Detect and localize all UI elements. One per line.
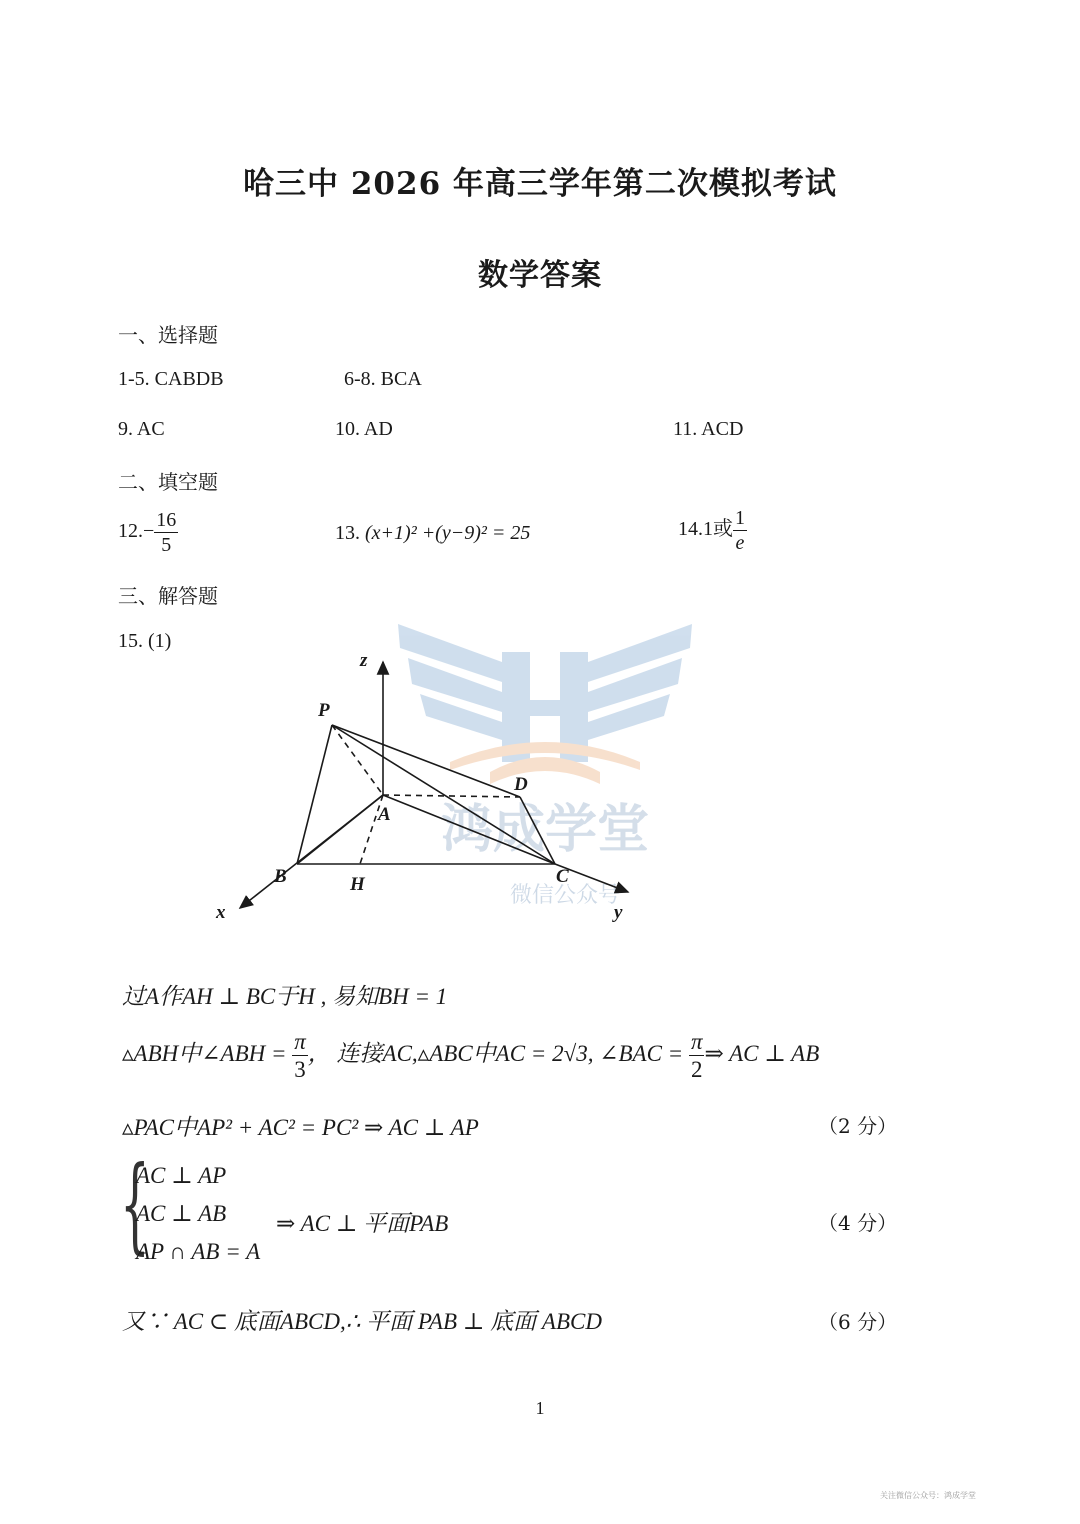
- answer-10: 10. AD: [335, 418, 393, 440]
- pyramid-figure: [200, 640, 650, 940]
- answer-13: [335, 522, 530, 545]
- section-heading-solve: 三、解答题: [118, 584, 218, 608]
- line2-fraction-pi-3: [292, 1030, 308, 1081]
- label-C: C: [556, 866, 569, 887]
- answer-14: [678, 508, 747, 553]
- line2-fraction-pi-2: [689, 1030, 705, 1081]
- line2-part-a: ▵ABH中∠ABH =: [122, 1040, 287, 1066]
- label-H: H: [350, 874, 365, 895]
- points-2: （2 分）: [818, 1114, 898, 1138]
- q13-label: 13.: [335, 522, 360, 544]
- points-6: （6 分）: [818, 1310, 898, 1334]
- answer-12: [118, 510, 178, 555]
- label-z: z: [360, 650, 368, 671]
- label-P: P: [318, 700, 330, 721]
- system-conclusion: ⇒ AC ⊥ 平面PAB: [276, 1211, 449, 1236]
- answer-6-8: 6-8. BCA: [344, 368, 422, 390]
- diagonal-AC: [383, 795, 555, 864]
- system-brace: {: [120, 1143, 150, 1265]
- q13-expression: (x+1)² +(y−9)² = 25: [365, 522, 531, 544]
- q12-fraction: [154, 510, 178, 555]
- page-number: 1: [535, 1398, 545, 1418]
- label-y: y: [614, 902, 623, 923]
- q12-label: 12.: [118, 520, 143, 543]
- watermark-text: 鸿成学堂: [440, 800, 650, 860]
- q12-numerator: 16: [156, 509, 177, 531]
- answer-1-5: 1-5. CABDB: [118, 368, 224, 390]
- line2-part-b: ， 连接AC,▵ABC中AC = 2√3, ∠BAC =: [307, 1040, 684, 1066]
- label-A: A: [378, 804, 391, 825]
- solution-line-5: 又∵ AC ⊂ 底面ABCD,∴ 平面 PAB ⊥ 底面 ABCD: [122, 1309, 602, 1334]
- edge-PB: [297, 725, 332, 864]
- section-heading-fill: 二、填空题: [118, 470, 218, 494]
- q14-denominator: e: [735, 532, 745, 554]
- exam-title: 哈三中 2026 年高三学年第二次模拟考试: [243, 166, 837, 202]
- edge-AD: [383, 795, 520, 797]
- q14-text: 1或: [703, 518, 733, 541]
- footer-note: 关注微信公众号：鸿成学堂: [880, 1491, 976, 1500]
- label-B: B: [274, 866, 287, 887]
- q15-label: 15. (1): [118, 630, 172, 652]
- system-line-3: AP ∩ AB = A: [136, 1239, 261, 1264]
- edge-PD: [332, 725, 520, 797]
- q14-numerator: 1: [735, 507, 745, 529]
- q14-label: 14.: [678, 518, 703, 541]
- points-4: （4 分）: [818, 1211, 898, 1235]
- q12-denominator: 5: [161, 534, 172, 556]
- solution-line-3: ▵PAC中AP² + AC² = PC² ⇒ AC ⊥ AP: [122, 1115, 479, 1140]
- line2-two: 2: [690, 1057, 703, 1082]
- line2-three: 3: [294, 1057, 306, 1082]
- section-heading-choice: 一、选择题: [118, 323, 218, 347]
- watermark-subtext: 微信公众号: [509, 883, 621, 908]
- line2-pi-2: π: [690, 1029, 703, 1054]
- answer-9: 9. AC: [118, 418, 165, 440]
- line2-pi: π: [294, 1029, 306, 1054]
- system-line-2: AC ⊥ AB: [136, 1201, 227, 1226]
- system-line-1: AC ⊥ AP: [136, 1163, 227, 1188]
- exam-subtitle: 数学答案: [478, 258, 602, 293]
- solution-line-1: 过A作AH ⊥ BC于H , 易知BH = 1: [122, 984, 448, 1009]
- answer-11: 11. ACD: [673, 418, 744, 440]
- q14-fraction: [733, 508, 747, 553]
- solution-line-2: [122, 1030, 819, 1081]
- edge-AB: [297, 795, 383, 864]
- line2-part-c: ⇒ AC ⊥ AB: [704, 1040, 820, 1066]
- label-x: x: [216, 902, 226, 923]
- label-D: D: [514, 774, 528, 795]
- q12-sign: −: [143, 520, 155, 543]
